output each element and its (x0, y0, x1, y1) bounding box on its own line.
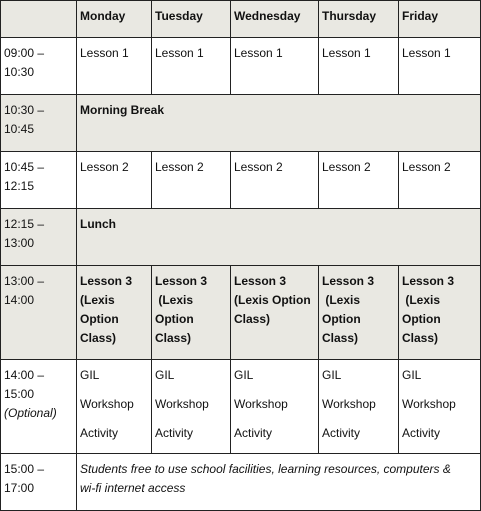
session-line: Activity (155, 426, 194, 440)
session-line: GIL (155, 368, 175, 382)
session-cell: Lesson 2 (399, 152, 481, 209)
session-line: Class) (402, 331, 439, 345)
session-line: Class) (155, 331, 192, 345)
session-cell: Lesson 1 (399, 38, 481, 95)
time-end: 13:00 (4, 236, 35, 250)
header-row (1, 1, 481, 38)
time-cell (1, 360, 77, 454)
session-line: Option (80, 312, 119, 326)
time-start: 15:00 – (4, 462, 45, 476)
session-cell (152, 360, 231, 454)
row-morning-break (1, 95, 481, 152)
session-line: Lesson 3 (155, 274, 208, 288)
session-line: Workshop (155, 397, 209, 411)
time-end: 10:45 (4, 122, 35, 136)
row-lesson-2 (1, 152, 481, 209)
time-start: 14:00 – (4, 368, 45, 382)
time-start: 10:30 – (4, 103, 45, 117)
session-cell: Lesson 2 (152, 152, 231, 209)
session-cell (231, 360, 319, 454)
session-line: Lesson 3 (322, 274, 375, 288)
session-cell: Lesson 1 (319, 38, 399, 95)
session-line: (Lexis (80, 293, 115, 307)
time-cell (1, 95, 77, 152)
session-cell: Lesson 2 (319, 152, 399, 209)
session-line: Option (402, 312, 441, 326)
session-line: (Lexis (322, 293, 361, 307)
time-end: 12:15 (4, 179, 35, 193)
row-gil-workshop (1, 360, 481, 454)
time-end: 10:30 (4, 65, 35, 79)
session-line: Activity (234, 426, 273, 440)
session-line: (Lexis Option (234, 293, 311, 307)
time-start: 09:00 – (4, 46, 45, 60)
session-line: Lesson 3 (80, 274, 133, 288)
row-free-time (1, 454, 481, 511)
time-note: (Optional) (4, 406, 57, 420)
session-cell (319, 266, 399, 360)
time-cell (1, 38, 77, 95)
session-cell (319, 360, 399, 454)
lunch-cell: Lunch (77, 209, 481, 266)
time-cell (1, 454, 77, 511)
session-cell (399, 360, 481, 454)
day-header-monday: Monday (77, 1, 152, 38)
corner-cell (1, 1, 77, 38)
session-line: Lesson 3 (402, 274, 455, 288)
row-lunch (1, 209, 481, 266)
session-line: Activity (80, 426, 119, 440)
session-line: (Lexis (155, 293, 194, 307)
session-line: Workshop (322, 397, 376, 411)
session-line: Activity (402, 426, 441, 440)
session-line: GIL (80, 368, 100, 382)
session-line: Workshop (234, 397, 288, 411)
session-line: GIL (402, 368, 422, 382)
time-end: 15:00 (4, 387, 35, 401)
time-end: 17:00 (4, 481, 35, 495)
time-cell (1, 209, 77, 266)
session-cell (399, 266, 481, 360)
session-cell: Lesson 2 (231, 152, 319, 209)
session-line: Workshop (80, 397, 134, 411)
session-line: Option (322, 312, 361, 326)
session-line: (Lexis (402, 293, 441, 307)
session-line: Lesson 3 (234, 274, 287, 288)
time-start: 10:45 – (4, 160, 45, 174)
session-cell: Lesson 1 (152, 38, 231, 95)
row-lesson-1 (1, 38, 481, 95)
time-cell (1, 266, 77, 360)
session-line: Activity (322, 426, 361, 440)
session-cell: Lesson 2 (77, 152, 152, 209)
day-header-friday: Friday (399, 1, 481, 38)
time-end: 14:00 (4, 293, 35, 307)
session-line: GIL (234, 368, 254, 382)
session-cell: Lesson 1 (231, 38, 319, 95)
session-line: Class) (234, 312, 271, 326)
session-cell (77, 266, 152, 360)
session-line: Option (155, 312, 194, 326)
day-header-wednesday: Wednesday (231, 1, 319, 38)
free-time-cell (77, 454, 481, 511)
day-header-tuesday: Tuesday (152, 1, 231, 38)
session-cell (77, 360, 152, 454)
session-line: GIL (322, 368, 342, 382)
session-line: Class) (80, 331, 117, 345)
row-lesson-3 (1, 266, 481, 360)
session-line: Workshop (402, 397, 456, 411)
session-cell (152, 266, 231, 360)
session-line: Class) (322, 331, 359, 345)
time-start: 13:00 – (4, 274, 45, 288)
session-cell (231, 266, 319, 360)
free-time-line: Students free to use school facilities, learning resources, computers & (80, 462, 451, 476)
time-start: 12:15 – (4, 217, 45, 231)
free-time-line: wi-fi internet access (80, 481, 186, 495)
session-cell: Lesson 1 (77, 38, 152, 95)
day-header-thursday: Thursday (319, 1, 399, 38)
time-cell (1, 152, 77, 209)
break-cell: Morning Break (77, 95, 481, 152)
